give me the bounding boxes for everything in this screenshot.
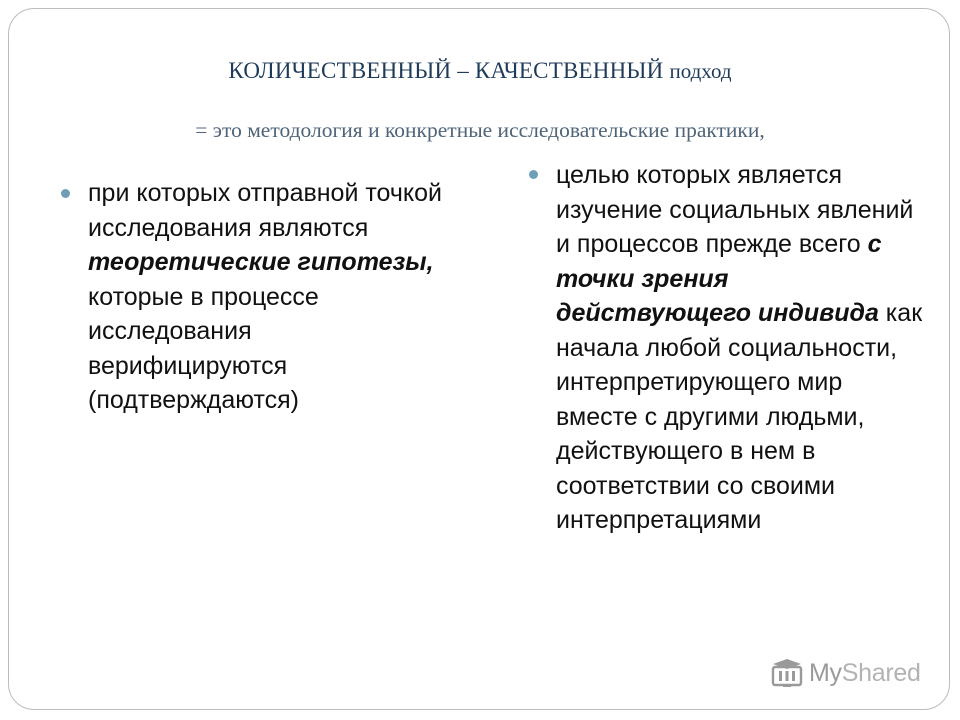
- mortarboard-screen-icon: [770, 658, 804, 688]
- bullet-dot-icon: [61, 189, 70, 198]
- watermark-my: My: [809, 658, 842, 687]
- title-main: КОЛИЧЕСТВЕННЫЙ – КАЧЕСТВЕННЫЙ: [228, 58, 664, 83]
- bullet-dot-icon: [529, 170, 538, 179]
- mysahred-watermark: [770, 656, 921, 690]
- title-sub: подход: [669, 59, 732, 83]
- right-emphasis: с точки зрения действующего индивида: [556, 230, 882, 327]
- right-column: [556, 158, 926, 538]
- right-text-2: как начала любой социальности, интерпретирующего мир вместе с другими людьми, действующего в нем в соответствии со своими интерпретациями: [556, 299, 923, 534]
- left-emphasis: теоретические гипотезы,: [88, 248, 434, 276]
- left-text-1: при которых отправной точкой исследования являются: [88, 179, 443, 242]
- right-text-1: целью которых является изучение социальных явлений и процессов прежде всего: [556, 161, 914, 258]
- left-text-2: которые в процессе исследования верифицируются (подтверждаются): [88, 282, 319, 414]
- slide-subtitle: = это методология и конкретные исследовательские практики,: [195, 118, 765, 142]
- left-column: [88, 176, 448, 418]
- watermark-shared: Shared: [841, 658, 921, 687]
- slide-title: [0, 58, 960, 84]
